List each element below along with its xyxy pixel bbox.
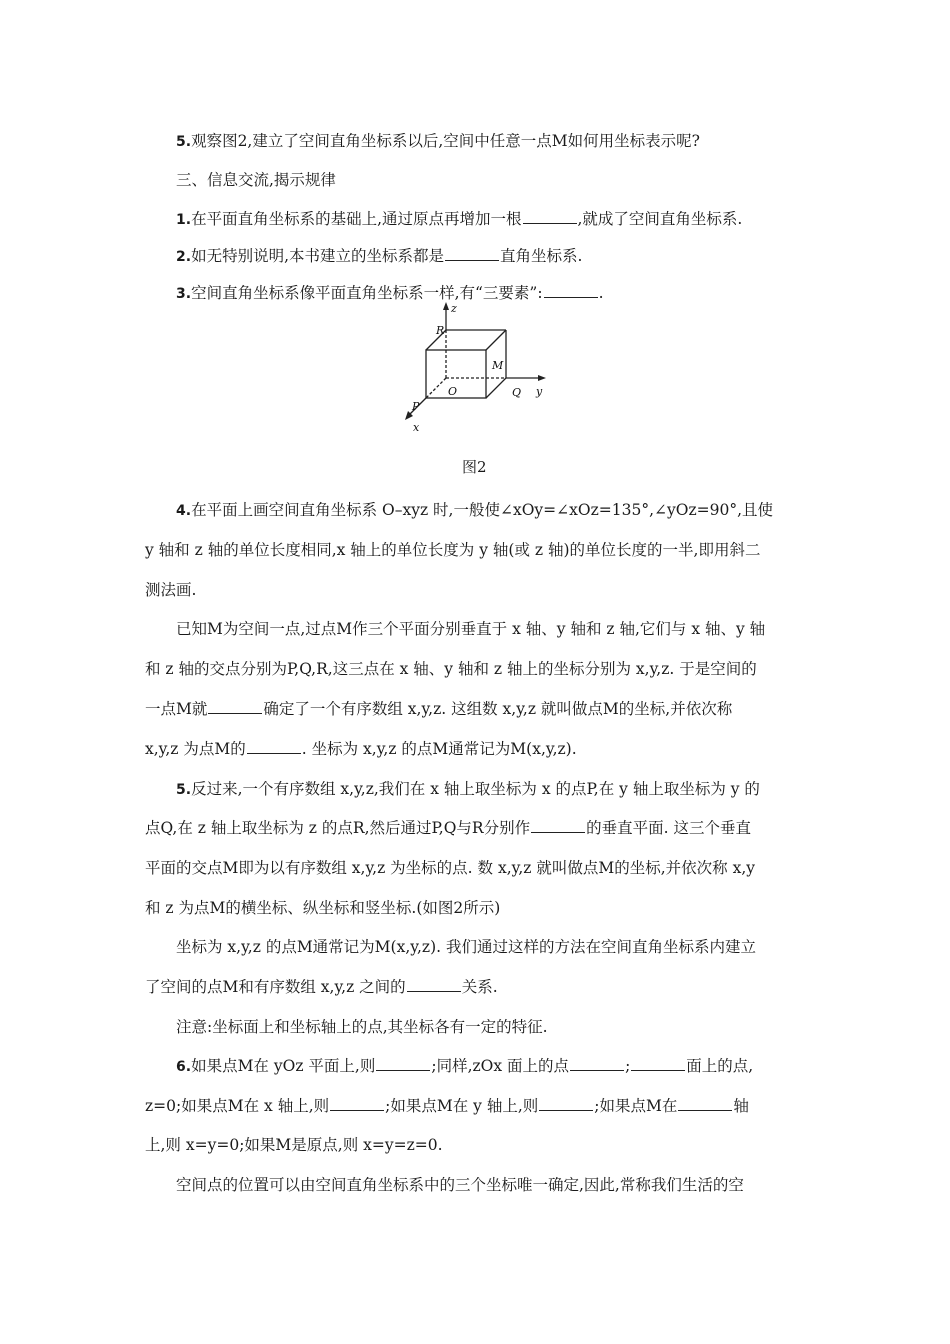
- label-y: y: [536, 385, 543, 398]
- line-text: 和 z 为点M的横坐标、纵坐标和竖坐标.(如图2所示): [145, 899, 501, 917]
- fill-in-blank: [330, 1096, 384, 1111]
- line-text: 确定了一个有序数组 x,y,z. 这组数 x,y,z 就叫做点M的坐标,并依次称: [263, 700, 733, 718]
- text-line: [145, 699, 732, 719]
- line-text: x,y,z 为点M的: [145, 740, 246, 758]
- line-text: 如无特别说明,本书建立的坐标系都是: [191, 247, 444, 265]
- fill-in-blank: [407, 977, 461, 992]
- line-text: 面上的点,: [686, 1057, 754, 1075]
- fill-in-blank: [570, 1056, 624, 1071]
- fill-in-blank: [544, 283, 598, 298]
- line-text: z=0;如果点M在 x 轴上,则: [145, 1097, 330, 1115]
- text-line: [145, 818, 751, 838]
- item-number: 5.: [176, 134, 192, 150]
- text-line: [176, 619, 765, 639]
- line-text: .: [598, 284, 604, 302]
- text-line: [176, 209, 742, 230]
- line-text: ;如果点M在: [594, 1097, 678, 1115]
- line-text: 了空间的点M和有序数组 x,y,z 之间的: [145, 978, 406, 996]
- text-line: [145, 659, 757, 679]
- line-text: 三、信息交流,揭示规律: [176, 171, 336, 189]
- line-text: 在平面直角坐标系的基础上,通过原点再增加一根: [191, 210, 522, 228]
- fill-in-blank: [631, 1056, 685, 1071]
- item-number: 3.: [176, 286, 192, 302]
- item-number: 2.: [176, 249, 192, 265]
- text-line: [145, 540, 760, 560]
- label-O: O: [448, 385, 458, 398]
- line-text: 的垂直平面. 这三个垂直: [586, 819, 751, 837]
- line-text: 注意:坐标面上和坐标轴上的点,其坐标各有一定的特征.: [176, 1018, 548, 1036]
- label-x: x: [413, 421, 420, 434]
- text-line: [145, 858, 755, 878]
- figure-2-coordinate-cube: [398, 300, 558, 440]
- line-text: 空间点的位置可以由空间直角坐标系中的三个坐标唯一确定,因此,常称我们生活的空: [176, 1176, 744, 1194]
- fill-in-blank: [208, 699, 262, 714]
- line-text: 和 z 轴的交点分别为P,Q,R,这三点在 x 轴、y 轴和 z 轴上的坐标分别为 x,y,z. 于是空间的: [145, 660, 757, 678]
- fill-in-blank: [539, 1096, 593, 1111]
- text-line: [145, 898, 500, 918]
- line-text: ;同样,zOx 面上的点: [431, 1057, 570, 1075]
- text-line: [176, 131, 700, 152]
- line-text: ;如果点M在 y 轴上,则: [385, 1097, 539, 1115]
- text-line: [145, 1096, 749, 1116]
- line-text: 在平面上画空间直角坐标系 O–xyz 时,一般使∠xOy=∠xOz=135°,∠yOz=90°,且使: [191, 501, 774, 519]
- label-R: R: [436, 324, 445, 337]
- line-text: . 坐标为 x,y,z 的点M通常记为M(x,y,z).: [301, 740, 577, 758]
- label-Q: Q: [512, 386, 522, 399]
- fill-in-blank: [531, 818, 585, 833]
- label-P: P: [412, 400, 420, 413]
- text-line: [145, 1135, 443, 1155]
- figure-caption: 图2: [462, 458, 487, 476]
- line-text: 上,则 x=y=0;如果M是原点,则 x=y=z=0.: [145, 1136, 443, 1154]
- line-text: 反过来,一个有序数组 x,y,z,我们在 x 轴上取坐标为 x 的点P,在 y 轴上取坐标为 y 的: [191, 780, 760, 798]
- line-text: ;: [625, 1057, 631, 1075]
- fill-in-blank: [247, 739, 301, 754]
- line-text: 平面的交点M即为以有序数组 x,y,z 为坐标的点. 数 x,y,z 就叫做点M的坐标,并依次称 x,y: [145, 859, 756, 877]
- text-line: [145, 580, 196, 600]
- line-text: 坐标为 x,y,z 的点M通常记为M(x,y,z). 我们通过这样的方法在空间直角坐标系内建立: [176, 938, 756, 956]
- line-text: 测法画.: [145, 581, 197, 599]
- line-text: y 轴和 z 轴的单位长度相同,x 轴上的单位长度为 y 轴(或 z 轴)的单位长度的一半,即用斜二: [145, 541, 761, 559]
- line-text: 空间直角坐标系像平面直角坐标系一样,有“三要素”:: [191, 284, 543, 302]
- line-text: 观察图2,建立了空间直角坐标系以后,空间中任意一点M如何用坐标表示呢?: [191, 132, 700, 150]
- item-number: 4.: [176, 503, 192, 519]
- line-text: 点Q,在 z 轴上取坐标为 z 的点R,然后通过P,Q与R分别作: [145, 819, 531, 837]
- line-text: 已知M为空间一点,过点M作三个平面分别垂直于 x 轴、y 轴和 z 轴,它们与 x 轴、y 轴: [176, 620, 766, 638]
- line-text: 如果点M在 yOz 平面上,则: [191, 1057, 376, 1075]
- text-line: [176, 500, 773, 521]
- text-line: [176, 1175, 744, 1195]
- line-text: 关系.: [461, 978, 498, 996]
- text-line: [176, 1056, 753, 1077]
- line-text: 轴: [733, 1097, 749, 1115]
- text-line: [176, 170, 336, 190]
- fill-in-blank: [376, 1056, 430, 1071]
- label-M: M: [492, 359, 504, 372]
- fill-in-blank: [523, 209, 577, 224]
- item-number: 5.: [176, 782, 192, 798]
- label-z: z: [451, 302, 457, 315]
- line-text: ,就成了空间直角坐标系.: [577, 210, 743, 228]
- line-text: 直角坐标系.: [500, 247, 583, 265]
- text-line: [145, 739, 577, 759]
- text-line: [176, 779, 760, 800]
- text-line: [176, 246, 582, 267]
- line-text: 一点M就: [145, 700, 208, 718]
- fill-in-blank: [678, 1096, 732, 1111]
- item-number: 6.: [176, 1059, 192, 1075]
- item-number: 1.: [176, 212, 192, 228]
- text-line: [176, 937, 756, 957]
- text-line: [145, 977, 498, 997]
- text-line: [176, 1017, 548, 1037]
- fill-in-blank: [445, 246, 499, 261]
